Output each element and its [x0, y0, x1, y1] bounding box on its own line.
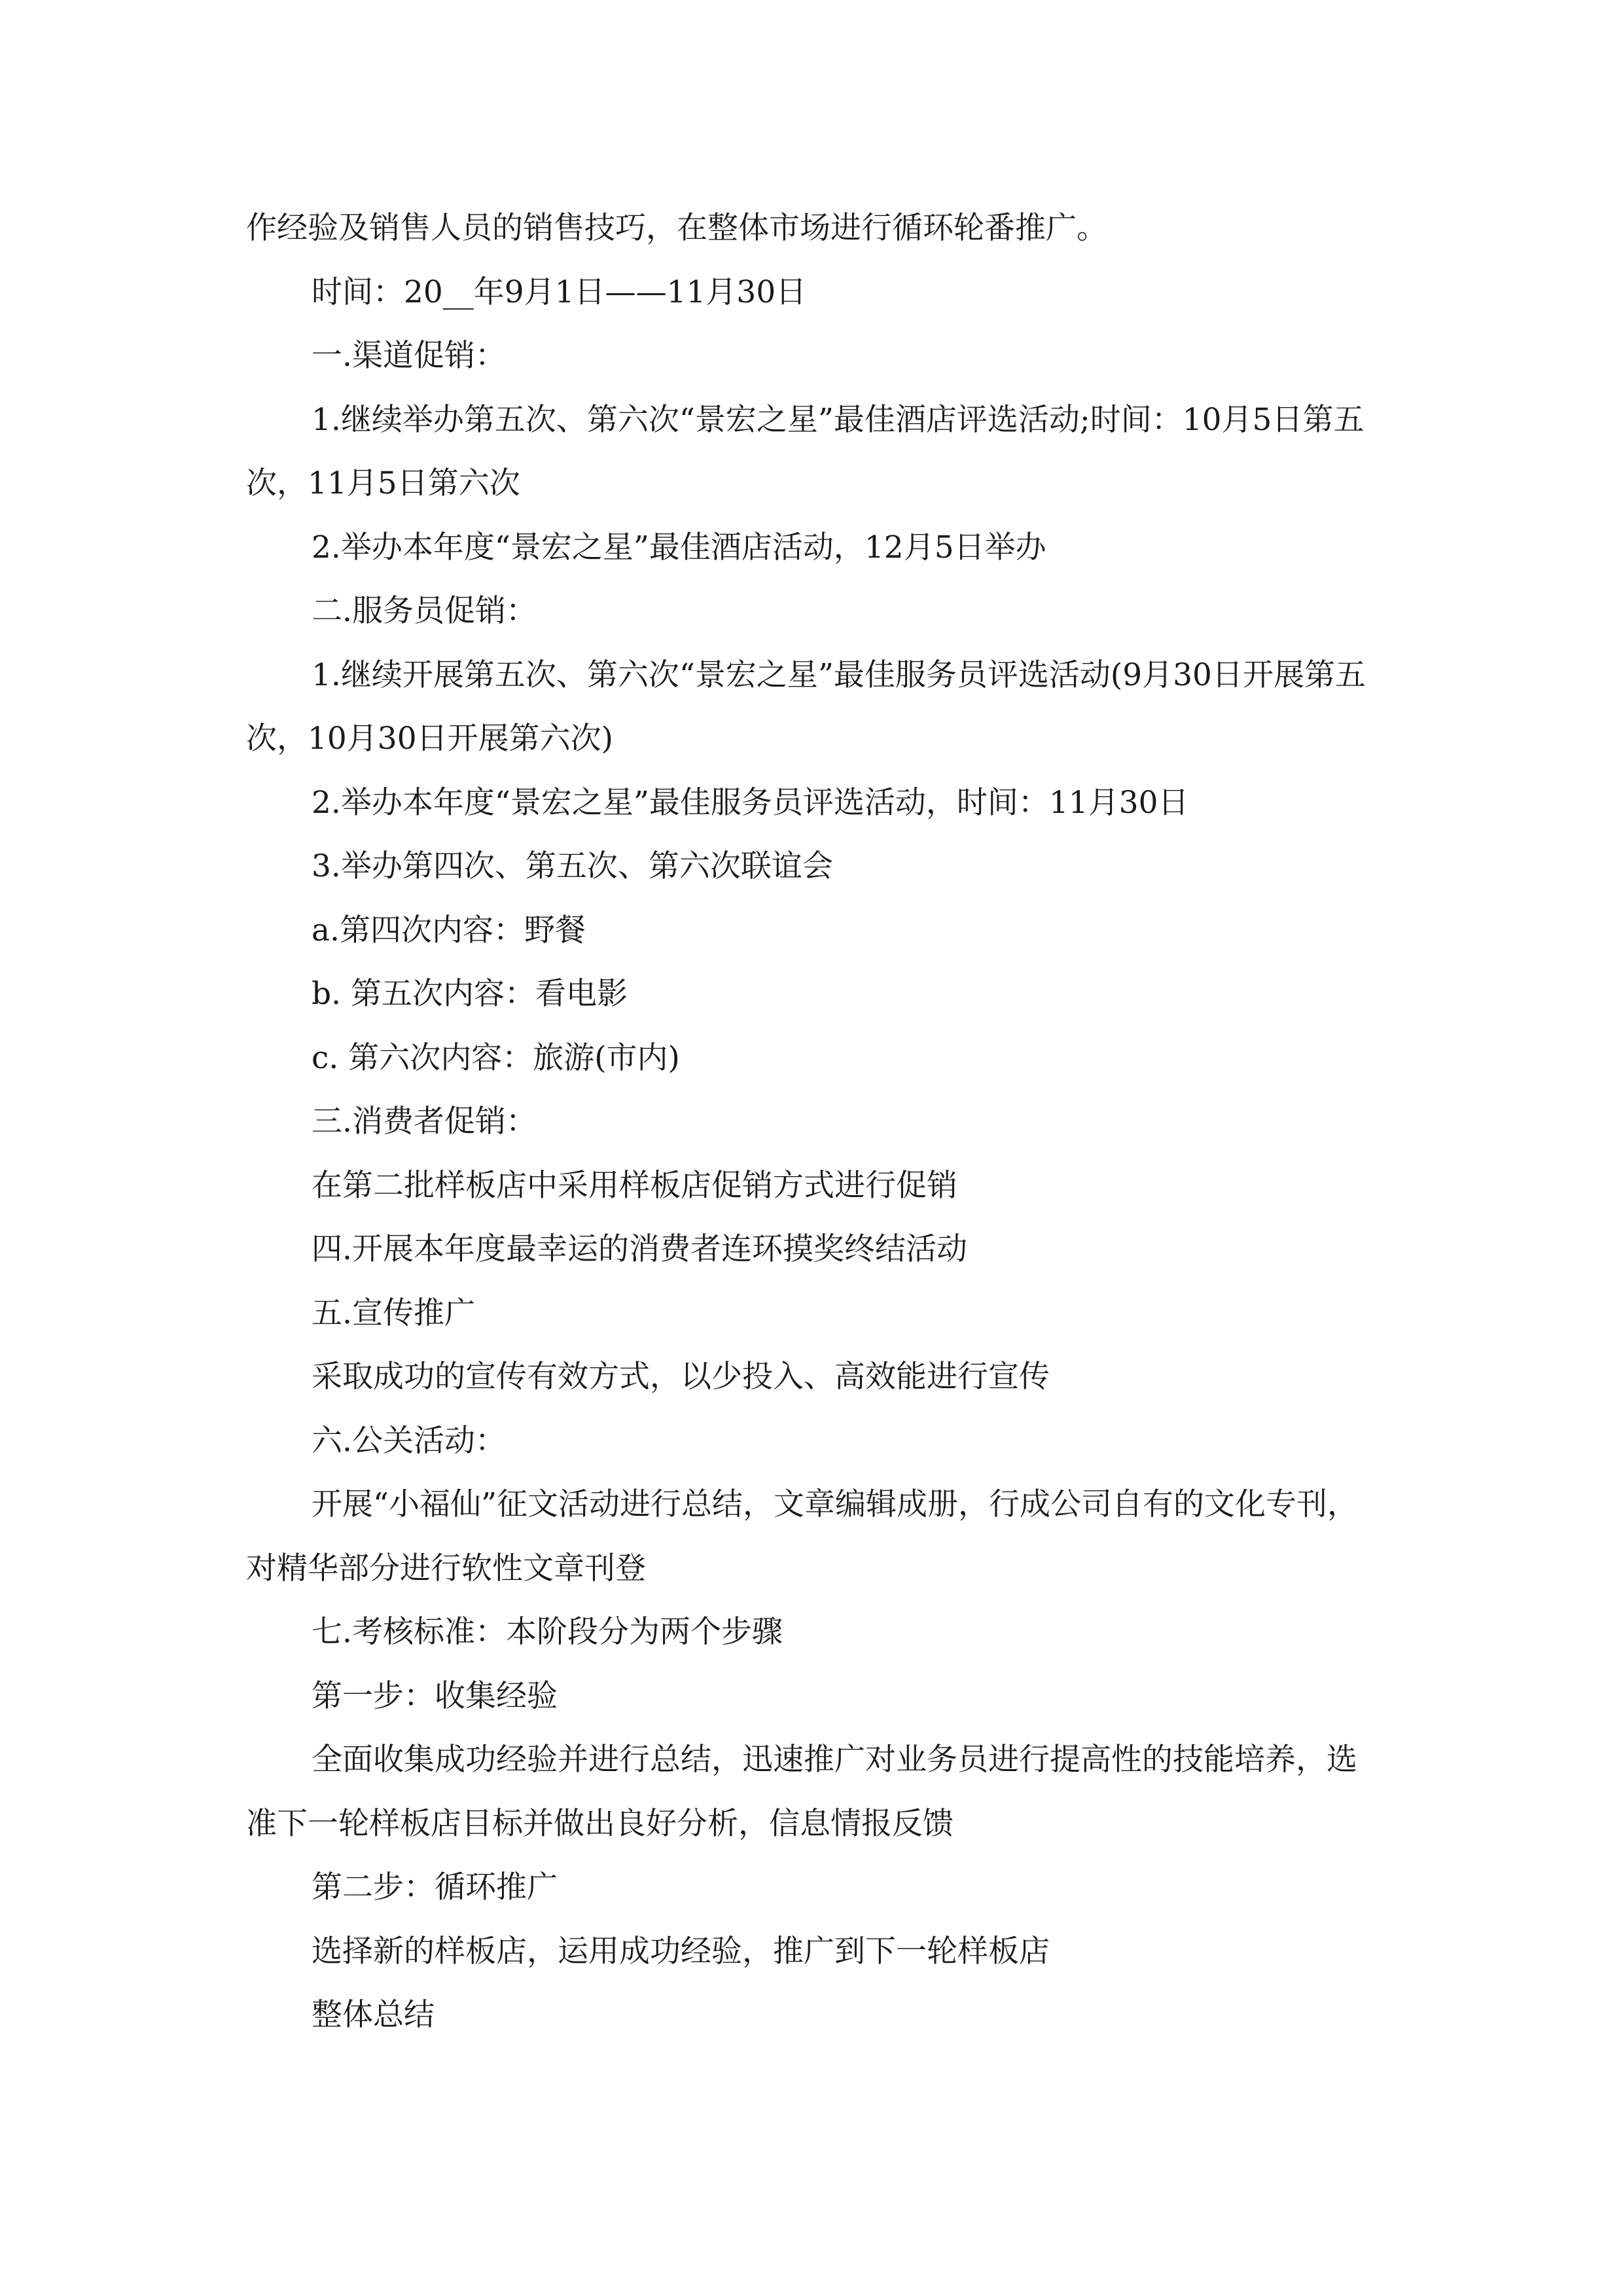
section-heading-3: 三.消费者促销： [312, 1103, 537, 1139]
paragraph-12: c. 第六次内容：旅游(市内) [312, 1039, 680, 1076]
paragraph-17: 采取成功的宣传有效方式，以少投入、高效能进行宣传 [312, 1359, 1050, 1395]
paragraph-1: 作经验及销售人员的销售技巧，在整体市场进行循环轮番推广。 [246, 210, 1107, 246]
paragraph-9: 3.举办第四次、第五次、第六次联谊会 [312, 848, 833, 884]
paragraph-19: 开展“小福仙”征文活动进行总结，文章编辑成册，行成公司自有的文化专刊，对精华部分进行软性文章刊登 [246, 1486, 1359, 1587]
paragraph-8: 2.举办本年度“景宏之星”最佳服务员评选活动，时间：11月30日 [312, 784, 1189, 821]
section-heading-1: 一.渠道促销： [312, 338, 506, 374]
paragraph-14: 在第二批样板店中采用样板店促销方式进行促销 [312, 1167, 957, 1204]
section-heading-5: 五.宣传推广 [312, 1295, 475, 1331]
paragraph-10: a.第四次内容：野餐 [312, 912, 586, 948]
paragraph-2: 时间：20__年9月1日——11月30日 [312, 274, 807, 310]
paragraph-4: 1.继续举办第五次、第六次“景宏之星”最佳酒店评选活动;时间：10月5日第五次，11月5日第六次 [246, 401, 1364, 501]
document-body [246, 196, 1385, 2047]
section-heading-4: 四.开展本年度最幸运的消费者连环摸奖终结活动 [312, 1231, 967, 1267]
paragraph-21: 第一步：收集经验 [312, 1677, 558, 1714]
paragraph-7: 1.继续开展第五次、第六次“景宏之星”最佳服务员评选活动(9月30日开展第五次，10月30日开展第六次) [246, 656, 1366, 757]
section-heading-7: 七.考核标准：本阶段分为两个步骤 [312, 1614, 783, 1650]
paragraph-22: 全面收集成功经验并进行总结，迅速推广对业务员进行提高性的技能培养，选准下一轮样板店目标并做出良好分析，信息情报反馈 [246, 1742, 1357, 1842]
paragraph-23: 第二步：循环推广 [312, 1869, 558, 1905]
paragraph-11: b. 第五次内容：看电影 [312, 976, 628, 1012]
paragraph-5: 2.举办本年度“景宏之星”最佳酒店活动，12月5日举办 [312, 529, 1046, 565]
paragraph-25: 整体总结 [312, 1997, 435, 2033]
paragraph-24: 选择新的样板店，运用成功经验，推广到下一轮样板店 [312, 1933, 1050, 1969]
section-heading-6: 六.公关活动： [312, 1422, 506, 1459]
section-heading-2: 二.服务员促销： [312, 593, 537, 629]
